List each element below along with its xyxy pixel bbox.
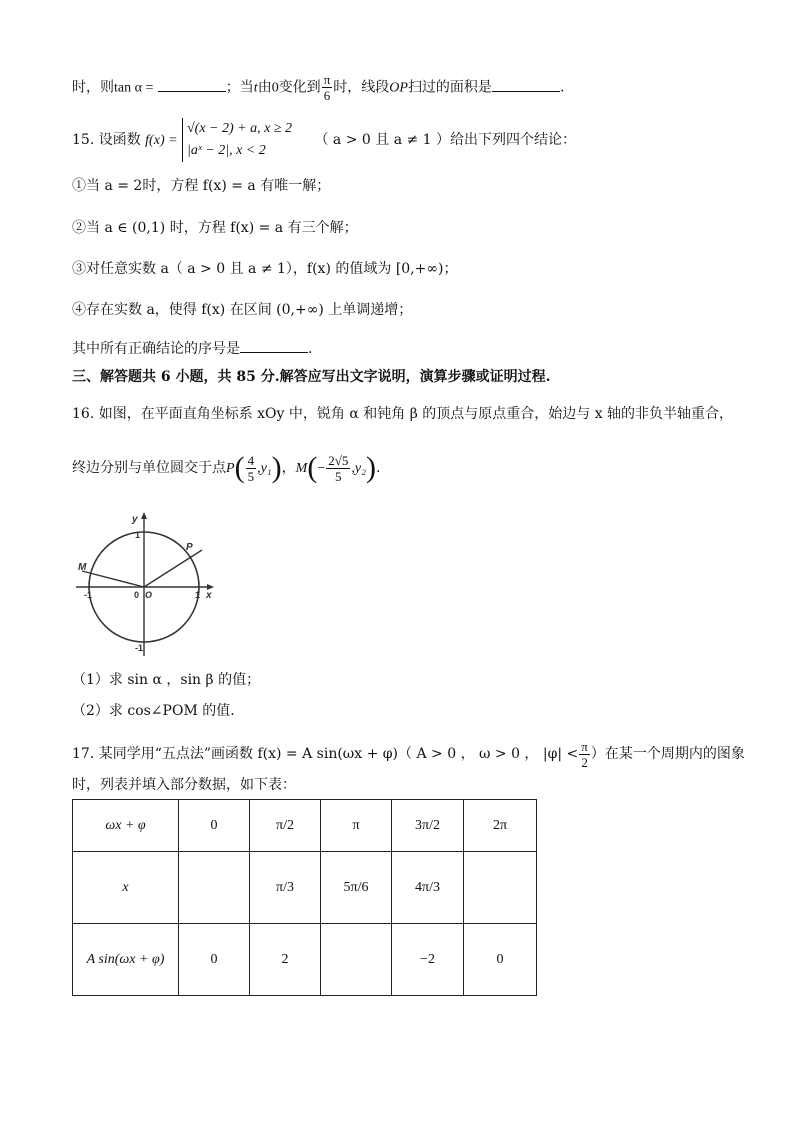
- q15-ask-end: .: [308, 341, 313, 357]
- q14-text: 时，则: [72, 79, 114, 96]
- fig-one-y: 1: [135, 530, 141, 540]
- table-cell: 0: [179, 800, 250, 852]
- table-cell: 3π/2: [392, 800, 464, 852]
- y-axis-label: y: [132, 514, 138, 525]
- q15-statement-1: ①当 a = 2时，方程 f(x) = a 有唯一解；: [72, 178, 331, 194]
- table-cell: ωx + φ: [73, 800, 179, 852]
- fig-origin: O: [145, 590, 153, 600]
- q15-statement-4: ④存在实数 a，使得 f(x) 在区间 (0,+∞) 上单调递增；: [72, 302, 413, 318]
- q14-sep: ；当: [225, 79, 254, 96]
- table-cell: π/3: [250, 852, 321, 924]
- answer-blank-q15[interactable]: [240, 338, 308, 353]
- five-point-table: [72, 799, 537, 996]
- fig-neg1-y: -1: [135, 643, 144, 653]
- segment-op: OP: [389, 80, 408, 96]
- q17-line-2: 时，列表并填入部分数据，如下表：: [72, 777, 296, 793]
- var-t: t: [253, 80, 258, 96]
- answer-blank-tan[interactable]: [158, 77, 226, 92]
- q15-statement-2: ②当 a ∈ (0,1) 时，方程 f(x) = a 有三个解；: [72, 220, 358, 236]
- q15-number: 15. 设函数: [72, 132, 141, 148]
- table-cell: x: [73, 852, 179, 924]
- point-p-label: P: [226, 461, 235, 476]
- table-row: [73, 924, 537, 996]
- q16-sub-2: （2）求 cos∠POM 的值.: [72, 703, 235, 719]
- p-x-fraction: $\frac{4}{5}$: [247, 452, 255, 484]
- q14-text4: 时，线段: [333, 79, 390, 96]
- table-cell: [179, 852, 250, 924]
- q17-text: 17. 某同学用“五点法”画函数 f(x) = A sin(ωx + φ)（ A > 0 ， ω > 0 ， |φ| <: [72, 746, 579, 762]
- table-row: [73, 800, 537, 852]
- fig-zero: 0: [134, 590, 140, 600]
- y-axis-arrow-icon: [141, 512, 147, 519]
- table-cell: [464, 852, 537, 924]
- q16-sub-1: （1）求 sin α ，sin β 的值；: [72, 672, 261, 688]
- q14-zero: 0: [271, 80, 279, 96]
- fig-one-x: 1: [195, 590, 201, 600]
- table-cell: 4π/3: [392, 852, 464, 924]
- piecewise-function: [182, 118, 292, 162]
- q16-line-1: 16. 如图，在平面直角坐标系 xOy 中，锐角 α 和钝角 β 的顶点与原点重合，始边与 x 轴的非负半轴重合，: [72, 406, 734, 422]
- q16-comma: ，: [281, 460, 296, 476]
- p-y1: ,y₁: [257, 461, 272, 476]
- table-cell: 0: [464, 924, 537, 996]
- pi-over-2-fraction: $\frac{\pi}{2}$: [581, 738, 588, 770]
- q15-condition: （ a > 0 且 a ≠ 1 ）给出下列四个结论：: [314, 132, 577, 148]
- q15-ask-text: 其中所有正确结论的序号是: [72, 341, 240, 357]
- pi-over-6-fraction: $\frac{\pi}{6}$: [323, 72, 331, 103]
- terminal-side-m: [82, 571, 144, 587]
- table-cell: π: [321, 800, 392, 852]
- q14-text3: 变化到: [278, 79, 321, 96]
- table-cell: 2π: [464, 800, 537, 852]
- q15-statement-3: ③对任意实数 a（ a > 0 且 a ≠ 1），f(x) 的值域为 [0,+∞)；: [72, 261, 458, 277]
- table-cell: [321, 924, 392, 996]
- section-3-heading: 三、解答题共 6 小题，共 85 分.解答应写出文字说明，演算步骤或证明过程.: [72, 369, 551, 385]
- q15-fx: f(x) =: [145, 133, 178, 148]
- q16-dot: .: [375, 460, 381, 476]
- m-x-fraction: $\frac{2√5}{5}$: [328, 452, 349, 484]
- piece-case-1: √(x − 2) + a, x ≥ 2: [187, 121, 293, 136]
- x-axis-label: x: [206, 590, 212, 601]
- q15-ask: [72, 338, 312, 359]
- q14-text5: 扫过的面积是: [407, 79, 492, 96]
- terminal-side-p: [144, 550, 202, 587]
- q17-line-1: [72, 736, 745, 772]
- table-row: [73, 852, 537, 924]
- fig-point-m: M: [78, 562, 87, 573]
- q15-header: [72, 118, 576, 163]
- table-cell: 0: [179, 924, 250, 996]
- q14-text2: 由: [257, 79, 272, 96]
- table-cell: 2: [250, 924, 321, 996]
- tan-expression: tan α =: [114, 80, 154, 96]
- fig-neg1-x: -1: [84, 590, 93, 600]
- table-cell: −2: [392, 924, 464, 996]
- table-cell: 5π/6: [321, 852, 392, 924]
- unit-circle-figure: [72, 508, 222, 660]
- q14-tail-line: [72, 72, 564, 103]
- m-y2: ,y₂: [351, 461, 366, 476]
- point-m-label: M: [295, 461, 308, 476]
- piece-case-2: |aˣ − 2|, x < 2: [187, 143, 266, 158]
- q17-text-end: ）在某一个周期内的图象: [590, 746, 745, 762]
- q16-line-2: 终边分别与单位圆交于点P( $\frac{4}{5}$ ,y₁)，M(− $\frac{2√5}{5}$ ,y₂).: [72, 451, 381, 484]
- q14-end: .: [559, 79, 565, 96]
- answer-blank-area[interactable]: [492, 77, 560, 92]
- q16-text: 终边分别与单位圆交于点: [72, 460, 226, 476]
- table-cell: A sin(ωx + φ): [73, 924, 179, 996]
- table-cell: π/2: [250, 800, 321, 852]
- fig-point-p: P: [186, 542, 193, 553]
- m-minus: −: [317, 461, 326, 476]
